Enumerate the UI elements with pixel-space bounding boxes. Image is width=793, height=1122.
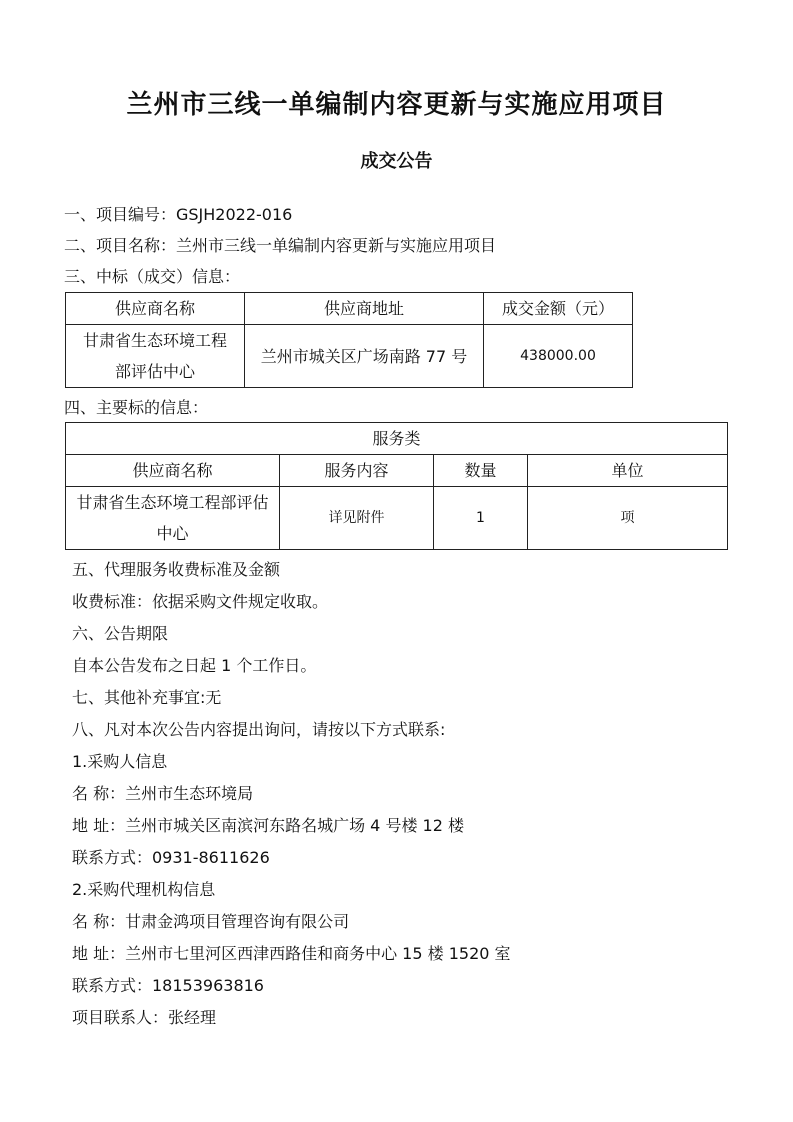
page-subtitle: 成交公告: [360, 151, 433, 172]
contact-heading: 八、凡对本次公告内容提出询问，请按以下方式联系:: [72, 720, 446, 739]
subject-info-heading: 四、主要标的信息：: [64, 398, 209, 417]
purchaser-name: 名 称：兰州市生态环境局: [72, 784, 254, 803]
fee-standard: 收费标准：依据采购文件规定收取。: [72, 592, 329, 611]
page-title: 兰州市三线一单编制内容更新与实施应用项目: [126, 90, 667, 120]
other-matters: 七、其他补充事宜:无: [72, 688, 222, 707]
agency-address: 地 址：兰州市七里河区西津西路佳和商务中心 15 楼 1520 室: [72, 944, 511, 963]
agency-phone: 联系方式：18153963816: [72, 976, 264, 995]
subject-table-header: [66, 455, 728, 487]
fee-heading: 五、代理服务收费标准及金额: [72, 560, 281, 579]
period-text: 自本公告发布之日起 1 个工作日。: [72, 656, 317, 675]
header-unit: 单位: [528, 455, 728, 487]
amount-cell: 438000.00: [484, 325, 633, 388]
header-supplier-name: 供应商名称: [66, 293, 245, 325]
header-supplier-address: 供应商地址: [245, 293, 484, 325]
subject-supplier-cell: 甘肃省生态环境工程部评估中心: [66, 487, 280, 550]
purchaser-heading: 1.采购人信息: [72, 752, 168, 771]
agency-heading: 2.采购代理机构信息: [72, 880, 216, 899]
quantity-cell: 1: [434, 487, 528, 550]
award-table: [65, 292, 633, 388]
service-content-cell: 详见附件: [280, 487, 434, 550]
agency-name: 名 称：甘肃金鸿项目管理咨询有限公司: [72, 912, 350, 931]
project-name: 二、项目名称：兰州市三线一单编制内容更新与实施应用项目: [64, 236, 497, 255]
subject-caption-row: [66, 423, 728, 455]
header-quantity: 数量: [434, 455, 528, 487]
award-table-header: [66, 293, 633, 325]
supplier-name-cell: 甘肃省生态环境工程部评估中心: [66, 325, 245, 388]
header-supplier-name: 供应商名称: [66, 455, 280, 487]
supplier-address-cell: 兰州市城关区广场南路 77 号: [245, 325, 484, 388]
subject-caption: 服务类: [66, 423, 728, 455]
header-amount: 成交金额（元）: [484, 293, 633, 325]
award-info-heading: 三、中标（成交）信息：: [64, 267, 241, 286]
subject-table: [65, 422, 728, 550]
unit-cell: 项: [528, 487, 728, 550]
agency-contact-person: 项目联系人：张经理: [72, 1008, 217, 1027]
table-row: [66, 325, 633, 388]
purchaser-phone: 联系方式：0931-8611626: [72, 848, 270, 867]
table-row: [66, 487, 728, 550]
header-service-content: 服务内容: [280, 455, 434, 487]
purchaser-address: 地 址：兰州市城关区南滨河东路名城广场 4 号楼 12 楼: [72, 816, 464, 835]
project-number: 一、项目编号：GSJH2022-016: [64, 205, 293, 224]
period-heading: 六、公告期限: [72, 624, 169, 643]
